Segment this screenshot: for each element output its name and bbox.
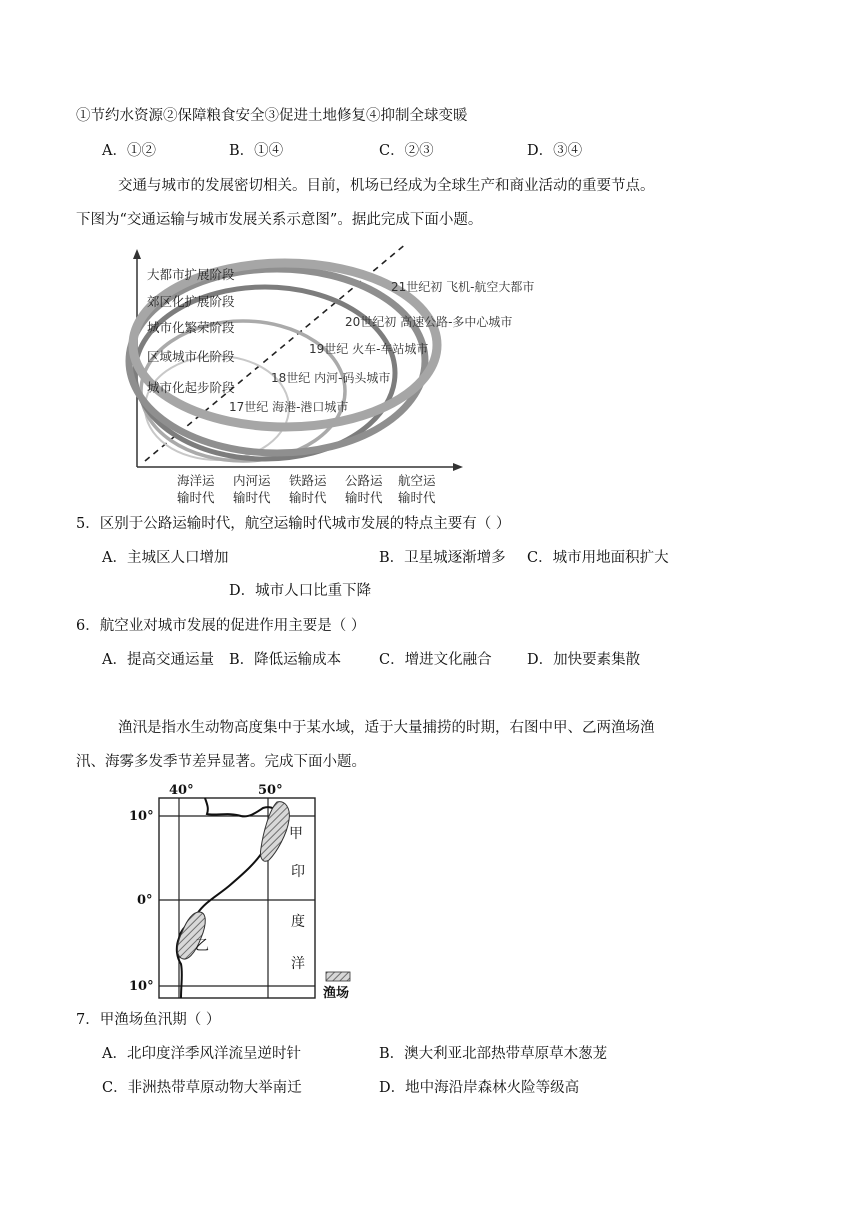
era-4-top: 公路运 (345, 473, 383, 488)
q4-items-line: ①节约水资源②保障粮食安全③促进土地修复④抑制全球变暖 (76, 108, 468, 124)
lat-label-0: 0° (137, 893, 153, 908)
stage-label-2: 郊区化扩展阶段 (147, 294, 235, 309)
legend-label: 渔场 (323, 986, 350, 1001)
city-label-19c: 19世纪 火车-车站城市 (309, 342, 429, 356)
q5-option-b: B．卫星城逐渐增多 (379, 550, 506, 566)
ocean-label-du: 度 (291, 914, 305, 930)
stage-label-5: 城市化起步阶段 (147, 380, 235, 395)
passage2-line1: 渔汛是指水生动物高度集中于某水域，适于大量捕捞的时期，右图中甲、乙两渔场渔 (118, 720, 655, 736)
x-axis-arrow (453, 463, 463, 471)
y-axis-arrow (133, 249, 141, 259)
q7-option-d: D．地中海沿岸森林火险等级高 (379, 1080, 580, 1096)
q5-option-c: C．城市用地面积扩大 (527, 550, 669, 566)
stage-label-3: 城市化繁荣阶段 (147, 320, 235, 335)
q7-option-b: B．澳大利亚北部热带草原草木葱茏 (379, 1046, 608, 1062)
ocean-label-yang: 洋 (291, 956, 305, 972)
era-5-bottom: 输时代 (398, 490, 436, 505)
stage-label-1: 大都市扩展阶段 (147, 267, 235, 282)
q4-option-a: A．①② (102, 143, 156, 159)
q5-stem: 5．区别于公路运输时代，航空运输时代城市发展的特点主要有（ ） (76, 516, 511, 532)
q6-option-b: B．降低运输成本 (229, 652, 342, 668)
era-2-top: 内河运 (233, 473, 271, 488)
era-4-bottom: 输时代 (345, 490, 383, 505)
passage1-line2: 下图为“交通运输与城市发展关系示意图”。据此完成下面小题。 (76, 212, 483, 228)
q7-stem: 7．甲渔场鱼汛期（ ） (76, 1012, 221, 1028)
transport-city-diagram (125, 245, 535, 507)
q5-option-d: D．城市人口比重下降 (229, 583, 372, 599)
era-1-top: 海洋运 (177, 473, 215, 488)
q4-option-b: B．①④ (229, 143, 284, 159)
q4-option-d: D．③④ (527, 143, 583, 159)
stage-label-4: 区域城市化阶段 (147, 349, 235, 364)
lat-label-10s: 10° (129, 979, 154, 994)
fishing-ground-jia (260, 802, 289, 862)
coastline (177, 798, 277, 998)
era-3-top: 铁路运 (289, 473, 327, 488)
q6-stem: 6．航空业对城市发展的促进作用主要是（ ） (76, 618, 366, 634)
q6-option-d: D．加快要素集散 (527, 652, 641, 668)
era-1-bottom: 输时代 (177, 490, 215, 505)
era-3-bottom: 输时代 (289, 490, 327, 505)
label-jia: 甲 (289, 826, 303, 842)
q5-option-a: A．主城区人口增加 (102, 550, 229, 566)
era-5-top: 航空运 (398, 473, 436, 488)
era-2-bottom: 输时代 (233, 490, 271, 505)
q7-option-c: C．非洲热带草原动物大举南迁 (102, 1080, 302, 1096)
ocean-label-yin: 印 (291, 864, 305, 880)
lon-label-50: 50° (258, 783, 283, 798)
passage1-line1: 交通与城市的发展密切相关。目前，机场已经成为全球生产和商业活动的重要节点。 (118, 178, 655, 194)
lon-label-40: 40° (169, 783, 194, 798)
city-label-17c: 17世纪 海港-港口城市 (229, 400, 349, 414)
label-yi: 乙 (195, 938, 209, 954)
city-label-18c: 18世纪 内河-码头城市 (271, 371, 391, 385)
q6-option-a: A．提高交通运量 (102, 652, 214, 668)
lat-label-10n: 10° (129, 809, 154, 824)
fishing-ground-map (125, 778, 365, 1002)
q7-option-a: A．北印度洋季风洋流呈逆时针 (102, 1046, 301, 1062)
legend-swatch (326, 972, 350, 981)
q6-option-c: C．增进文化融合 (379, 652, 492, 668)
passage2-line2: 汛、海雾多发季节差异显著。完成下面小题。 (76, 754, 366, 770)
city-label-21c: 21世纪初 飞机-航空大都市 (391, 280, 535, 294)
city-label-20c: 20世纪初 高速公路-多中心城市 (345, 315, 513, 329)
q4-option-c: C．②③ (379, 143, 434, 159)
